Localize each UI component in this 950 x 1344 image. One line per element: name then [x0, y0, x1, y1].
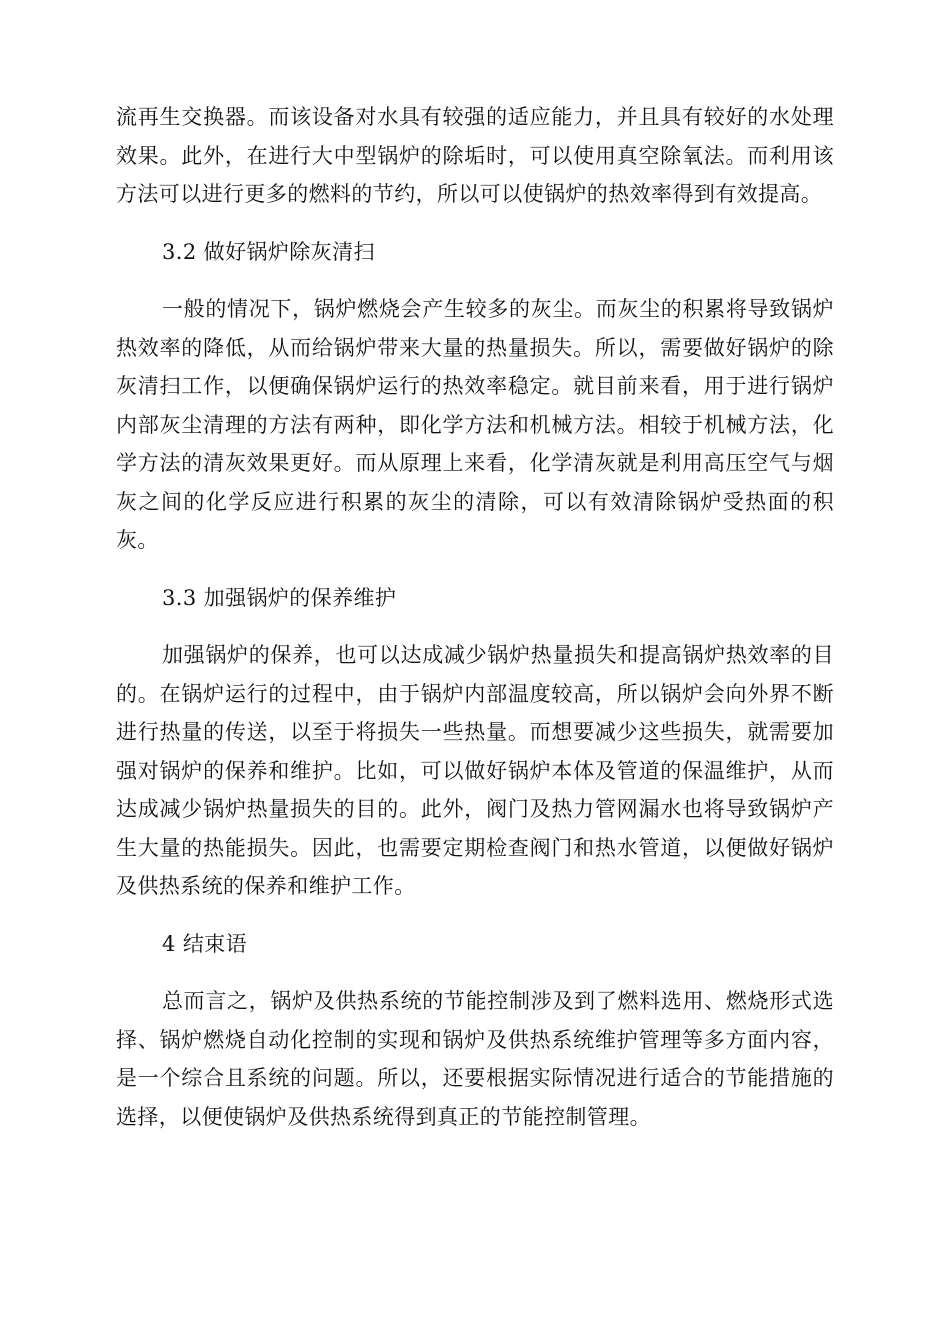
spacer — [116, 906, 834, 925]
spacer — [116, 560, 834, 579]
document-page — [116, 98, 834, 1136]
section-heading-3-2: 3.2 做好锅炉除灰清扫 — [162, 239, 375, 264]
spacer — [116, 963, 834, 982]
spacer — [116, 271, 834, 290]
paragraph-maintenance: 加强锅炉的保养，也可以达成减少锅炉热量损失和提高锅炉热效率的目的。在锅炉运行的过程中，由于锅炉内部温度较高，所以锅炉会向外界不断进行热量的传送，以至于将损失一些热量。而想要减少这些损失，就需要加强对锅炉的保养和维护。比如，可以做好锅炉本体及管道的保温维护，从而达成减少锅炉热量损失的目的。此外，阀门及热力管网漏水也将导致锅炉产生大量的热能损失。因此，也需要定期检查阀门和热水管道，以便做好锅炉及供热系统的保养和维护工作。 — [116, 643, 834, 898]
spacer — [116, 617, 834, 636]
paragraph-water-treatment: 流再生交换器。而该设备对水具有较强的适应能力，并且具有较好的水处理效果。此外，在进行大中型锅炉的除垢时，可以使用真空除氧法。而利用该方法可以进行更多的燃料的节约，所以可以使锅炉的热效率得到有效提高。 — [116, 105, 834, 206]
paragraph-ash-cleaning: 一般的情况下，锅炉燃烧会产生较多的灰尘。而灰尘的积累将导致锅炉热效率的降低，从而给锅炉带来大量的热量损失。所以，需要做好锅炉的除灰清扫工作，以便确保锅炉运行的热效率稳定。就目前来看，用于进行锅炉内部灰尘清理的方法有两种，即化学方法和机械方法。相较于机械方法，化学方法的清灰效果更好。而从原理上来看，化学清灰就是利用高压空气与烟灰之间的化学反应进行积累的灰尘的清除，可以有效清除锅炉受热面的积灰。 — [116, 297, 834, 552]
section-heading-4: 4 结束语 — [162, 931, 248, 956]
section-heading-3-3: 3.3 加强锅炉的保养维护 — [162, 585, 397, 610]
spacer — [116, 214, 834, 233]
paragraph-conclusion: 总而言之，锅炉及供热系统的节能控制涉及到了燃料选用、燃烧形式选择、锅炉燃烧自动化控制的实现和锅炉及供热系统维护管理等多方面内容，是一个综合且系统的问题。所以，还要根据实际情况进行适合的节能措施的选择，以便使锅炉及供热系统得到真正的节能控制管理。 — [116, 989, 834, 1129]
